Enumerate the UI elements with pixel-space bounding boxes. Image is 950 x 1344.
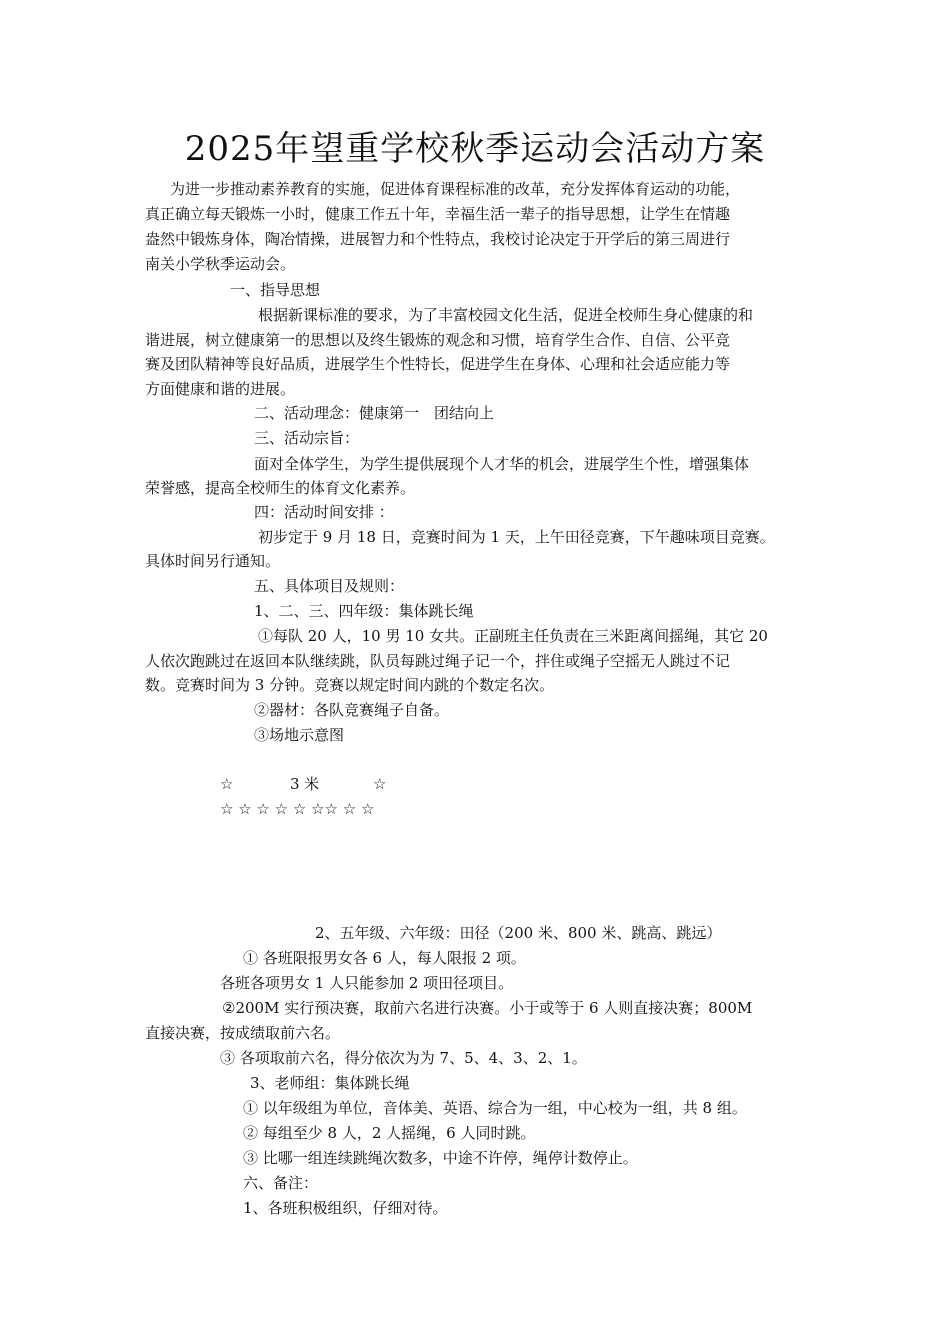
section-5-2-heading: 2、五年级、六年级：田径（200 米、800 米、跳高、跳远） — [315, 924, 722, 942]
section-5-2-rule-1: ① 各班限报男女各 6 人，每人限报 2 项。 — [243, 949, 526, 967]
intro-line-3: 盎然中锻炼身体，陶冶情操，进展智力和个性特点，我校讨论决定于开学后的第三周进行 — [145, 230, 731, 248]
section-5-2-rule-1b: 各班各项男女 1 人只能参加 2 项田径项目。 — [220, 974, 514, 992]
section-5-1-heading: 1、二、三、四年级：集体跳长绳 — [254, 602, 474, 620]
section-3-heading: 三、活动宗旨： — [254, 429, 360, 447]
section-5-2-rule-2-line-1: ②200M 实行预决赛，取前六名进行决赛。小于或等于 6 人则直接决赛；800M — [222, 999, 753, 1017]
section-6-item-1: 1、各班积极组织，仔细对待。 — [243, 1199, 448, 1217]
intro-line-1: 为进一步推动素养教育的实施，促进体育课程标准的改革，充分发挥体育运动的功能， — [170, 180, 741, 198]
section-2-heading: 二、活动理念：健康第一 团结向上 — [254, 404, 495, 422]
star-marker-left: ☆ — [220, 775, 234, 793]
section-6-heading: 六、备注： — [243, 1174, 319, 1192]
section-5-1-rule-1-line-1: ①每队 20 人，10 男 10 女共。正副班主任负责在三米距离间摇绳，其它 20 — [258, 627, 768, 645]
section-5-heading: 五、具体项目及规则： — [254, 577, 405, 595]
section-1-line-3: 赛及团队精神等良好品质，进展学生个性特长，促进学生在身体、心理和社会适应能力等 — [145, 355, 731, 373]
section-5-1-rule-1-line-3: 数。竞赛时间为 3 分钟。竞赛以规定时间内跳的个数定名次。 — [145, 676, 555, 694]
section-5-3-rule-2: ② 每组至少 8 人，2 人摇绳，6 人同时跳。 — [243, 1124, 536, 1142]
section-5-3-rule-1: ① 以年级组为单位，音体美、英语、综合为一组，中心校为一组，共 8 组。 — [243, 1099, 747, 1117]
star-row: ☆ ☆ ☆ ☆ ☆ ☆☆ ☆ ☆ — [220, 800, 375, 818]
section-4-line-2: 具体时间另行通知。 — [145, 552, 281, 570]
section-5-1-rule-1-line-2: 人依次跑跳过在返回本队继续跳，队员每跳过绳子记一个，拌住或绳子空摇无人跳过不记 — [145, 652, 731, 670]
section-1-line-2: 谐进展，树立健康第一的思想以及终生锻炼的观念和习惯，培育学生合作、自信、公平竞 — [145, 331, 731, 349]
section-5-3-rule-3: ③ 比哪一组连续跳绳次数多，中途不许停，绳停计数停止。 — [243, 1149, 638, 1167]
section-5-2-rule-3: ③ 各项取前六名，得分依次为为 7、5、4、3、2、1。 — [220, 1049, 587, 1067]
section-1-heading: 一、指导思想 — [230, 281, 321, 299]
section-5-1-rule-3: ③场地示意图 — [254, 726, 345, 744]
distance-label: 3 米 — [290, 775, 320, 793]
star-marker-right: ☆ — [373, 775, 387, 793]
section-1-line-4: 方面健康和谐的进展。 — [145, 380, 296, 398]
intro-line-2: 真正确立每天锻炼一小时，健康工作五十年，幸福生活一辈子的指导思想，让学生在情趣 — [145, 205, 731, 223]
section-3-line-1: 面对全体学生，为学生提供展现个人才华的机会，进展学生个性，增强集体 — [254, 455, 750, 473]
section-4-line-1: 初步定于 9 月 18 日，竞赛时间为 1 天，上午田径竞赛，下午趣味项目竞赛。 — [258, 528, 775, 546]
section-5-2-rule-2-line-2: 直接决赛，按成绩取前六名。 — [145, 1024, 341, 1042]
section-5-1-rule-2: ②器材：各队竞赛绳子自备。 — [254, 701, 450, 719]
section-4-heading: 四：活动时间安排 ： — [254, 503, 394, 521]
intro-line-4: 南关小学秋季运动会。 — [145, 255, 296, 273]
document-title: 2025年望重学校秋季运动会活动方案 — [184, 129, 766, 169]
section-5-3-heading: 3、老师组：集体跳长绳 — [250, 1074, 410, 1092]
section-3-line-2: 荣誉感，提高全校师生的体育文化素养。 — [145, 479, 416, 497]
section-1-line-1: 根据新课标准的要求，为了丰富校园文化生活，促进全校师生身心健康的和 — [258, 306, 754, 324]
